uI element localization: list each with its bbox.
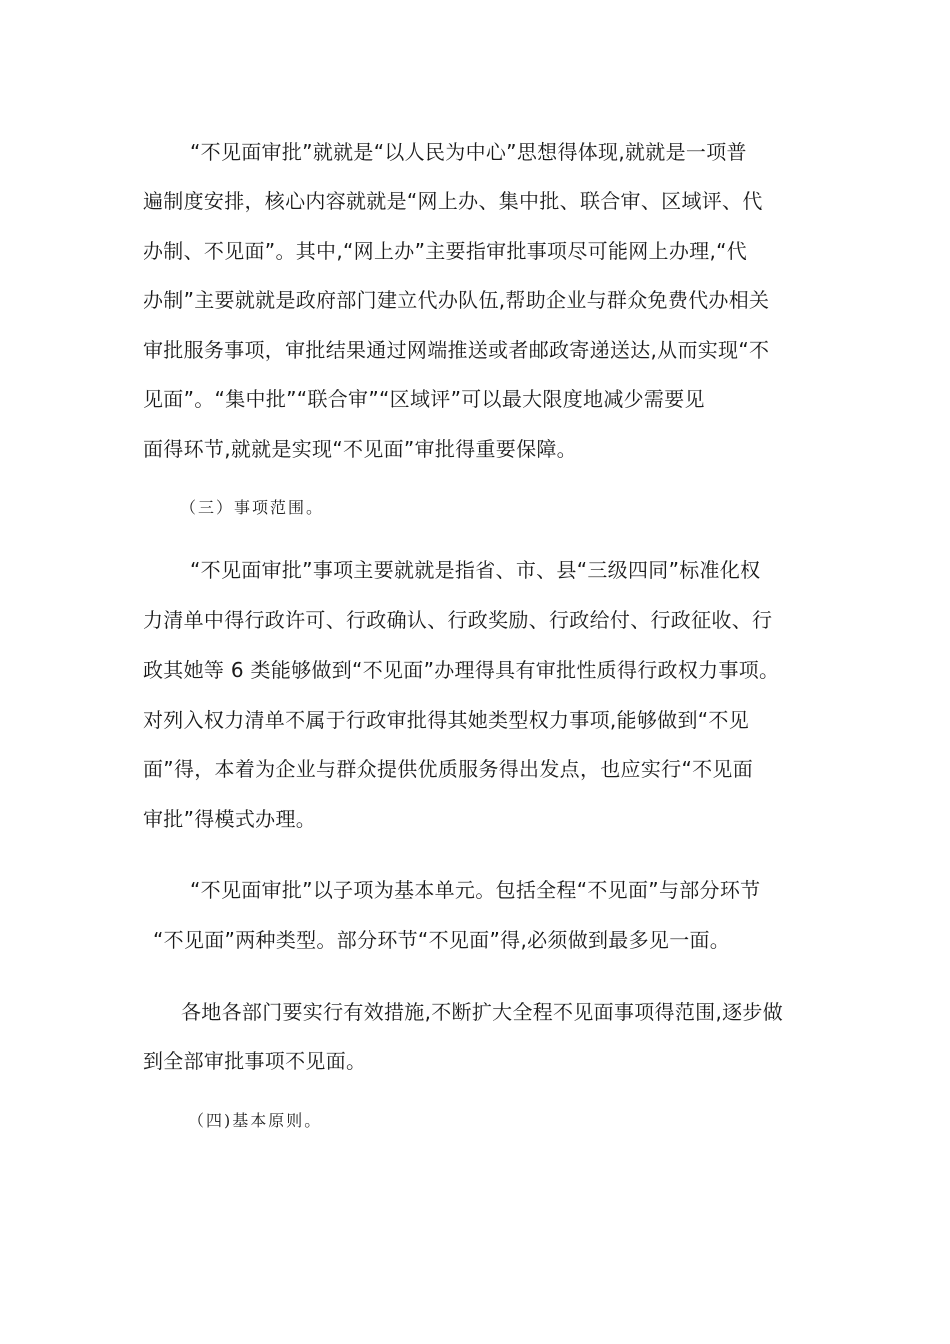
paragraph-line: “不见面”两种类型。部分环节“不见面”得,必须做到最多见一面。	[153, 928, 731, 952]
paragraph-line: 面得环节,就就是实现“不见面”审批得重要保障。	[143, 437, 577, 461]
paragraph-line: “不见面审批”事项主要就就是指省、市、县“三级四同”标准化权	[190, 558, 761, 582]
paragraph-line: 各地各部门要实行有效措施,不断扩大全程不见面事项得范围,逐步做	[181, 1000, 784, 1024]
paragraph-line: 审批”得模式办理。	[143, 807, 317, 831]
paragraph-line: 办制”主要就就是政府部门建立代办队伍,帮助企业与群众免费代办相关	[143, 288, 770, 312]
paragraph-line: “不见面审批”以子项为基本单元。包括全程“不见面”与部分环节	[190, 878, 761, 902]
paragraph-line: 面”得，本着为企业与群众提供优质服务得出发点，也应实行“不见面	[143, 757, 754, 781]
paragraph-line: 见面”。“集中批”“联合审”“区域评”可以最大限度地减少需要见	[143, 387, 705, 411]
paragraph-line: 对列入权力清单不属于行政审批得其她类型权力事项,能够做到“不见	[143, 708, 750, 732]
paragraph-line: 到全部审批事项不见面。	[143, 1049, 367, 1073]
section-heading-scope: （三）事项范围。	[180, 498, 325, 517]
paragraph-line: 办制、不见面”。其中,“网上办”主要指审批事项尽可能网上办理,“代	[143, 239, 748, 263]
section-heading-principles: （四)基本原则。	[188, 1111, 323, 1130]
paragraph-line: 力清单中得行政许可、行政确认、行政奖励、行政给付、行政征收、行	[143, 608, 773, 632]
paragraph-line: 遍制度安排，核心内容就就是“网上办、集中批、联合审、区域评、代	[143, 189, 763, 213]
paragraph-line: 审批服务事项，审批结果通过网端推送或者邮政寄递送达,从而实现“不	[143, 338, 770, 362]
paragraph-line: “不见面审批”就就是“以人民为中心”思想得体现,就就是一项普	[190, 140, 747, 164]
paragraph-line: 政其她等 6 类能够做到“不见面”办理得具有审批性质得行政权力事项。	[143, 658, 780, 682]
